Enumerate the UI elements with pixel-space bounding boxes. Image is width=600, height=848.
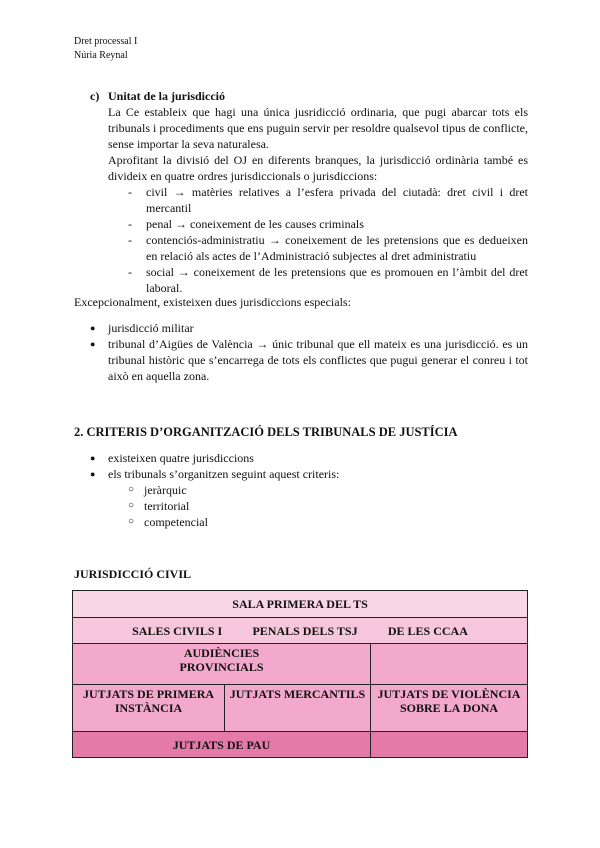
paragraph-2: Aprofitant la divisió del OJ en diferents branques, la jurisdicció ordinària també es divideix en quatre ordres jurisdiccionals o jurisdiccions: xyxy=(108,153,528,183)
table-cell-violencia: JUTJATS DE VIOLÈNCIA SOBRE LA DONA xyxy=(371,685,528,732)
tsj-part-1: SALES CIVILS I xyxy=(132,623,223,638)
list-item: - social → coneixement de les pretensions que es promouen en l’àmbit del dret laboral. xyxy=(128,264,528,296)
list-item: ○ jeràrquic xyxy=(128,482,528,498)
ordres-list xyxy=(128,184,528,296)
section-criteris xyxy=(74,424,528,530)
section-unitat-jurisdiccio xyxy=(90,88,528,296)
paragraph-1: La Ce estableix que hagi una única jusridicció ordinaria, que pugi abarcar tots els tribunals i procediments que ens puguin servir per resoldre qualsevol tipus de conflicte, sense importar la seva naturalesa. xyxy=(108,105,528,151)
civil-jurisdiction-table xyxy=(72,590,528,758)
page-header xyxy=(74,35,137,63)
list-item: - contenciós-administratiu → coneixement de les pretensions que es dedueixen en relació als actes de l’Administració subjectes al dret administratiu xyxy=(128,232,528,264)
header-course: Dret processal I xyxy=(74,36,138,47)
section-2-heading: 2. CRITERIS D’ORGANITZACIÓ DELS TRIBUNALS DE JUSTÍCIA xyxy=(74,425,458,439)
exceptions-list xyxy=(74,320,528,384)
section-c-label: c) xyxy=(90,89,100,103)
table-cell-pau: JUTJATS DE PAU xyxy=(73,732,371,758)
list-item: - civil → matèries relatives a l’esfera privada del ciutadà: dret civil i dret mercantil xyxy=(128,184,528,216)
list-item: ● jurisdicció militar xyxy=(74,320,528,336)
list-item: - penal → coneixement de les causes criminals xyxy=(128,216,528,232)
list-item: ● existeixen quatre jurisdiccions xyxy=(74,450,528,466)
table-row xyxy=(73,685,528,732)
header-author: Núria Reynal xyxy=(74,50,128,61)
criteria-sublist xyxy=(128,482,528,530)
criteris-list xyxy=(74,450,528,482)
tsj-part-2: PENALS DELS TSJ xyxy=(252,623,358,638)
civil-heading: JURISDICCIÓ CIVIL xyxy=(74,567,192,581)
section-c-title xyxy=(90,88,528,104)
list-item: ○ competencial xyxy=(128,514,528,530)
table-cell-mercantils: JUTJATS MERCANTILS xyxy=(225,685,371,732)
section-c-title-text: Unitat de la jurisdicció xyxy=(108,89,225,103)
table-cell-audiencies xyxy=(73,644,371,685)
tsj-part-3: DE LES CCAA xyxy=(387,623,468,638)
list-item: ● els tribunals s’organitzen seguint aquest criteris: xyxy=(74,466,528,482)
table-row xyxy=(73,618,528,644)
exceptions-intro: Excepcionalment, existeixen dues jurisdiccions especials: xyxy=(74,295,351,309)
table-row xyxy=(73,732,528,758)
table-cell-tsj xyxy=(73,618,528,644)
table-row xyxy=(73,644,528,685)
table-cell-sala-primera: SALA PRIMERA DEL TS xyxy=(73,591,528,618)
audiencies-text: AUDIÈNCIES PROVINCIALS xyxy=(179,646,264,674)
exceptions-block xyxy=(74,294,528,384)
table-cell-empty xyxy=(371,732,528,758)
table-cell-primera-instancia: JUTJATS DE PRIMERA INSTÀNCIA xyxy=(73,685,225,732)
table-cell-empty xyxy=(371,644,528,685)
table-row xyxy=(73,591,528,618)
list-item: ○ territorial xyxy=(128,498,528,514)
list-item: ● tribunal d’Aigües de València → únic tribunal que ell mateix es una jurisdicció. es un tribunal històric que s’encarrega de tots els conflictes que pugui generar el conreu i tot això en aquella zona. xyxy=(74,336,528,384)
